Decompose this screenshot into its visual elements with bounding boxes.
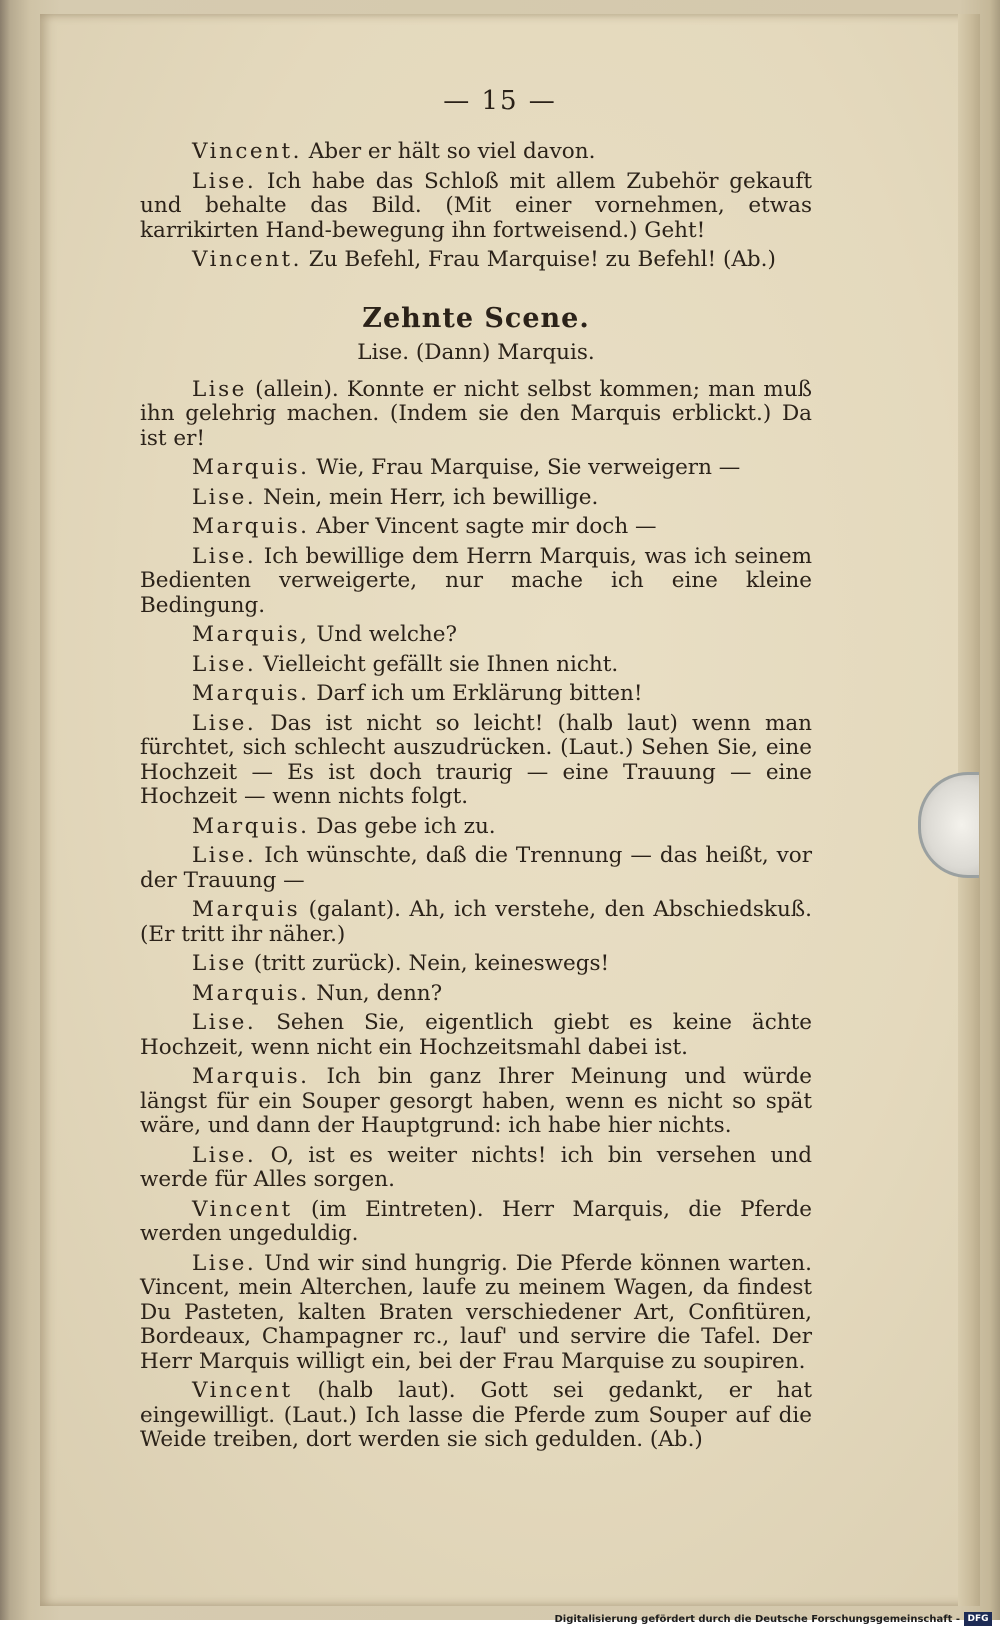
speaker-name: Lise. [192,651,257,677]
speaker-name: Marquis [192,897,301,922]
dialogue-paragraph [140,982,812,1007]
speech-text: Ich habe das Schloß mit allem Zubehör gekauft und behalte das Bild. (Mit einer vornehmen, etwas karrikirten Hand-bewegung ihn fortweisend.) Geht! [140,168,812,243]
speaker-name: Marquis, [192,622,310,647]
dialogue-paragraph [140,1198,812,1247]
speech-text: Wie, Frau Marquise, Sie verweigern — [309,455,741,480]
dialogue-paragraph [140,898,812,947]
speaker-name: Lise [192,376,247,402]
speaker-name: Lise. [192,843,257,868]
speech-text: (tritt zurück). Nein, keineswegs! [246,951,610,976]
dialogue-paragraph [140,1379,812,1453]
speaker-name: Marquis. [192,514,310,539]
speech-text: Aber Vincent sagte mir doch — [309,514,657,539]
dialogue-paragraph [140,248,812,273]
speech-text: Zu Befehl, Frau Marquise! zu Befehl! (Ab.) [301,247,776,272]
speech-text: O, ist es weiter nichts! ich bin versehen und werde für Alles sorgen. [140,1142,812,1192]
dialogue-after [140,378,812,1453]
speech-text: Das gebe ich zu. [309,813,496,839]
dialogue-paragraph [140,456,812,481]
speech-text: (im Eintreten). Herr Marquis, die Pferde werden ungeduldig. [140,1196,812,1246]
dialogue-paragraph [140,1011,812,1060]
scene-heading: Zehnte Scene. [362,302,590,334]
speaker-name: Lise. [192,1010,257,1035]
dialogue-paragraph [140,952,812,977]
dialogue-paragraph [140,682,812,707]
dialogue-paragraph [140,712,812,810]
speaker-name: Vincent. [192,247,302,272]
page-number: — 15 — [443,86,557,116]
speech-text: Das ist nicht so leicht! (halb laut) wenn man fürchtet, sich schlecht auszudrücken. (Laut.) Sehen Sie, eine Hochzeit — Es ist doch traurig — eine Trauung — eine Hochzeit — wenn nichts folgt. [140,710,812,809]
speech-text: Ich bin ganz Ihrer Meinung und würde längst für ein Souper gesorgt haben, wenn es nicht so spät wäre, und dann der Hauptgrund: ich habe hier nichts. [140,1064,812,1138]
speaker-name: Marquis. [192,1064,310,1089]
speaker-name: Lise. [192,710,257,736]
dialogue-before [140,140,812,273]
speaker-name: Vincent [192,1378,293,1403]
speech-text: Nun, denn? [309,980,443,1006]
speaker-name: Marquis. [192,980,310,1006]
speech-text: Ich wünschte, daß die Trennung — das heißt, vor der Trauung — [140,843,812,893]
speech-text: Aber er hält so viel davon. [301,139,596,164]
page-text [140,140,812,1458]
dialogue-paragraph [140,378,812,452]
dialogue-paragraph [140,486,812,511]
dialogue-paragraph [140,515,812,540]
speaker-name: Lise. [192,484,257,510]
dialogue-paragraph [140,815,812,840]
speaker-name: Marquis. [192,455,310,480]
speech-text: (allein). Konnte er nicht selbst kommen; man muß ihn gelehrig machen. (Indem sie den Marquis erblickt.) Da ist er! [140,376,812,451]
scene-characters: Lise. (Dann) Marquis. [357,340,595,365]
dialogue-paragraph [140,545,812,619]
speaker-name: Marquis. [192,813,310,839]
speaker-name: Marquis. [192,681,310,706]
speaker-name: Lise. [192,168,257,194]
speech-text: Nein, mein Herr, ich bewillige. [256,484,599,510]
dialogue-paragraph [140,1065,812,1139]
speech-text: Darf ich um Erklärung bitten! [309,681,643,706]
dfg-logo-icon: DFG [964,1612,992,1626]
speech-text: Ich bewillige dem Herrn Marquis, was ich seinem Bedienten verweigerte, nur mache ich eine kleine Bedingung. [140,543,812,618]
speaker-name: Lise. [192,1142,257,1168]
speaker-name: Vincent. [192,139,302,164]
speech-text: Vielleicht gefällt sie Ihnen nicht. [256,651,619,677]
speech-text: Sehen Sie, eigentlich giebt es keine ächte Hochzeit, wenn nicht ein Hochzeitsmahl dabei ist. [140,1010,812,1060]
dialogue-paragraph [140,623,812,648]
speaker-name: Lise [192,951,247,976]
speech-text: (galant). Ah, ich verstehe, den Abschiedskuß. (Er tritt ihr näher.) [140,897,812,947]
dialogue-paragraph [140,140,812,165]
speech-text: (halb laut). Gott sei gedankt, er hat eingewilligt. (Laut.) Ich lasse die Pferde zum Souper auf die Weide treiben, dort werden sie sich gedulden. (Ab.) [140,1378,812,1452]
dialogue-paragraph [140,844,812,893]
dialogue-paragraph [140,653,812,678]
speaker-name: Lise. [192,1250,257,1276]
dialogue-paragraph [140,1144,812,1193]
speaker-name: Lise. [192,543,257,569]
speaker-name: Vincent [192,1196,293,1222]
speech-text: Und wir sind hungrig. Die Pferde können warten. Vincent, mein Alterchen, laufe zu meinem Wagen, da findest Du Pasteten, kalten Braten verschiedener Art, Confitüren, Bordeaux, Champagner rc., lauf' und servire die Tafel. Der Herr Marquis willigt ein, bei der Frau Marquise zu soupiren. [140,1250,812,1374]
dialogue-paragraph [140,1252,812,1375]
speech-text: Und welche? [309,622,458,647]
footer-credit: Digitalisierung gefördert durch die Deutsche Forschungsgemeinschaft - [554,1614,960,1625]
dialogue-paragraph [140,170,812,244]
